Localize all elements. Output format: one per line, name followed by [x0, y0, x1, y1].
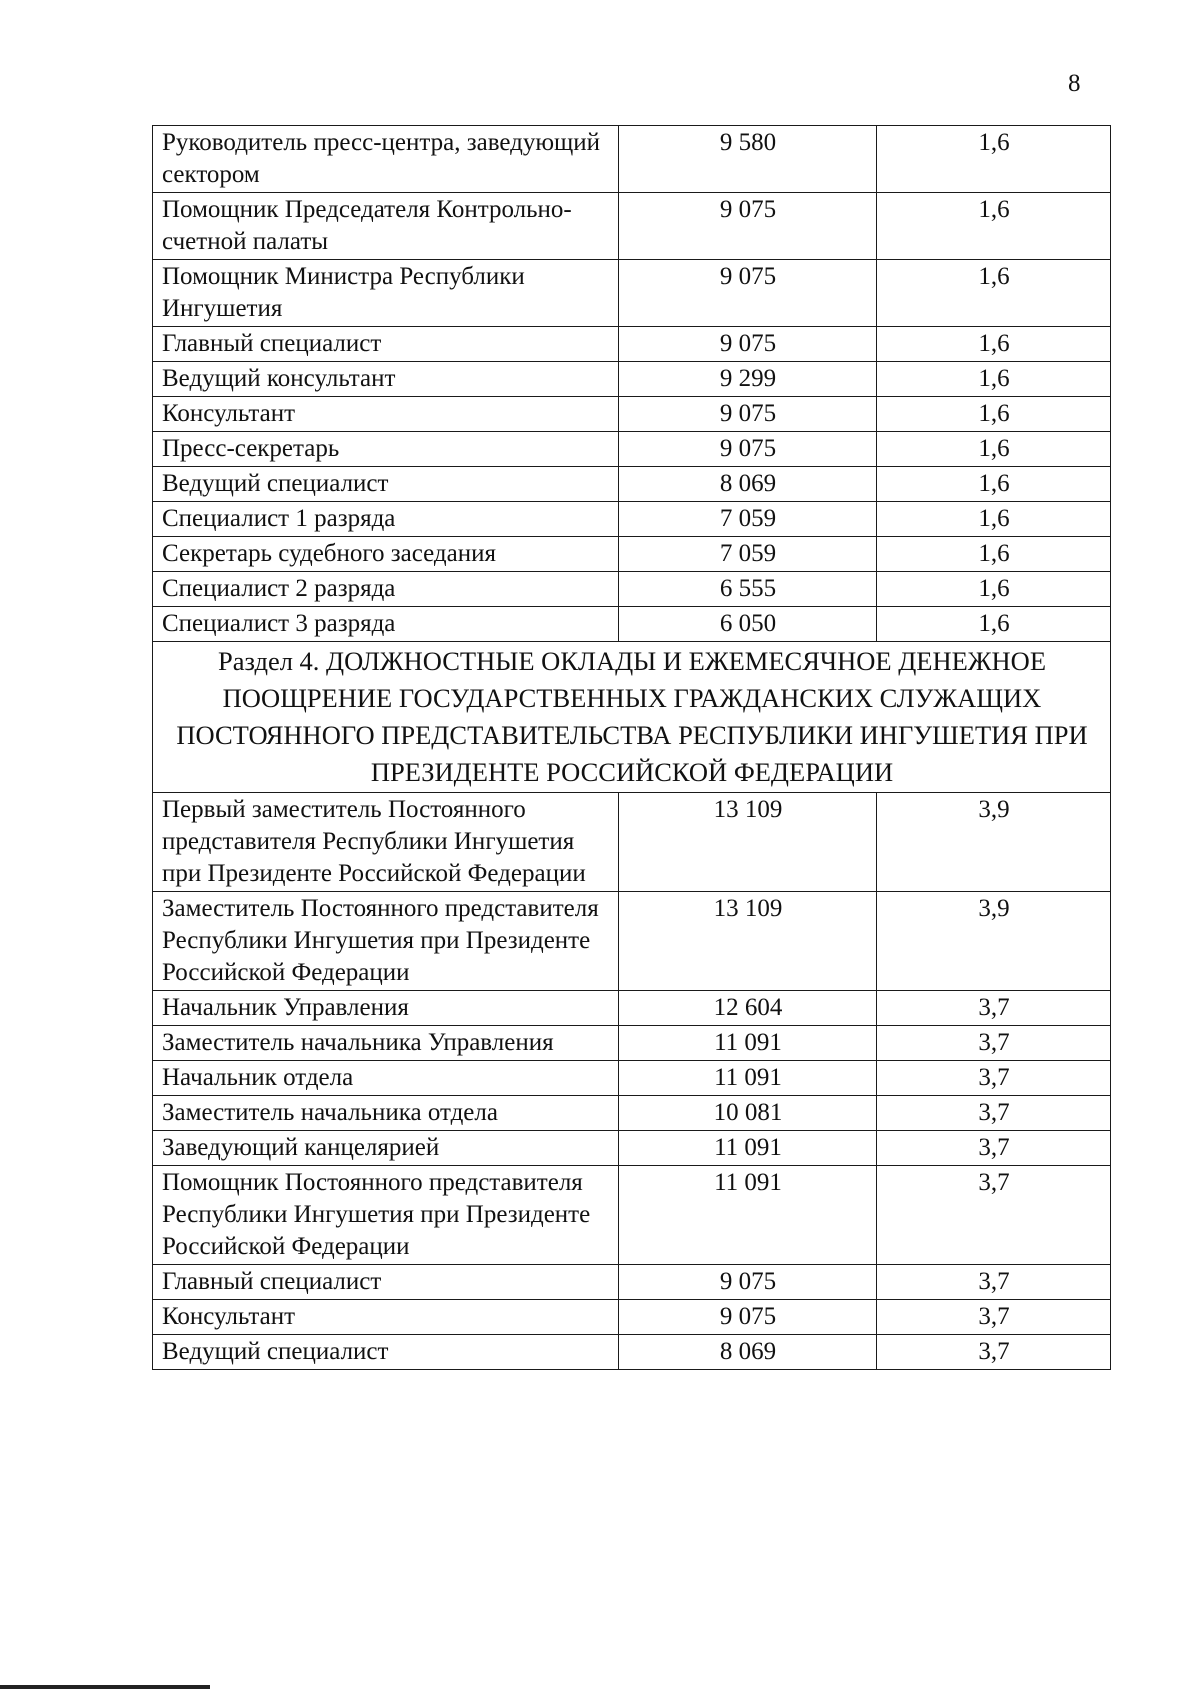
bonus-coefficient-cell: 1,6	[877, 607, 1111, 642]
bonus-coefficient-cell: 1,6	[877, 432, 1111, 467]
bonus-coefficient-cell: 1,6	[877, 397, 1111, 432]
position-title-cell: Пресс-секретарь	[153, 432, 619, 467]
salary-cell: 8 069	[619, 467, 877, 502]
salary-cell: 11 091	[619, 1131, 877, 1166]
position-title-cell: Помощник Министра Республики Ингушетия	[153, 260, 619, 327]
rows-bottom	[153, 793, 1111, 1370]
bonus-coefficient-cell: 1,6	[877, 126, 1111, 193]
salary-cell: 9 075	[619, 1300, 877, 1335]
table-row	[153, 193, 1111, 260]
bonus-coefficient-cell: 1,6	[877, 467, 1111, 502]
position-title-cell: Секретарь судебного заседания	[153, 537, 619, 572]
table-row	[153, 991, 1111, 1026]
position-title-cell: Заместитель Постоянного представителя Республики Ингушетия при Президенте Российской Федерации	[153, 892, 619, 991]
salary-cell: 9 075	[619, 397, 877, 432]
table-row	[153, 537, 1111, 572]
page-number: 8	[1068, 70, 1081, 97]
position-title-cell: Руководитель пресс-центра, заведующий сектором	[153, 126, 619, 193]
salary-cell: 9 075	[619, 327, 877, 362]
table-row	[153, 467, 1111, 502]
table-row	[153, 1166, 1111, 1265]
position-title-cell: Начальник Управления	[153, 991, 619, 1026]
bonus-coefficient-cell: 3,7	[877, 1265, 1111, 1300]
position-title-cell: Ведущий специалист	[153, 467, 619, 502]
table-row	[153, 397, 1111, 432]
bonus-coefficient-cell: 1,6	[877, 572, 1111, 607]
salary-cell: 13 109	[619, 892, 877, 991]
salary-cell: 11 091	[619, 1166, 877, 1265]
bonus-coefficient-cell: 3,7	[877, 1131, 1111, 1166]
table-row	[153, 1131, 1111, 1166]
table-row	[153, 607, 1111, 642]
table-row	[153, 572, 1111, 607]
salary-cell: 9 075	[619, 260, 877, 327]
salary-cell: 9 580	[619, 126, 877, 193]
bonus-coefficient-cell: 3,9	[877, 892, 1111, 991]
table-row	[153, 1096, 1111, 1131]
table-row	[153, 1300, 1111, 1335]
position-title-cell: Начальник отдела	[153, 1061, 619, 1096]
section-4	[153, 642, 1111, 793]
position-title-cell: Ведущий специалист	[153, 1335, 619, 1370]
salary-cell: 6 050	[619, 607, 877, 642]
table-row	[153, 892, 1111, 991]
bonus-coefficient-cell: 1,6	[877, 537, 1111, 572]
position-title-cell: Специалист 3 разряда	[153, 607, 619, 642]
position-title-cell: Ведущий консультант	[153, 362, 619, 397]
bonus-coefficient-cell: 3,7	[877, 1335, 1111, 1370]
table-row	[153, 126, 1111, 193]
salary-cell: 6 555	[619, 572, 877, 607]
bonus-coefficient-cell: 1,6	[877, 260, 1111, 327]
salary-cell: 8 069	[619, 1335, 877, 1370]
salary-cell: 9 075	[619, 432, 877, 467]
salary-cell: 11 091	[619, 1061, 877, 1096]
section-heading-row	[153, 642, 1111, 793]
bonus-coefficient-cell: 1,6	[877, 193, 1111, 260]
position-title-cell: Специалист 1 разряда	[153, 502, 619, 537]
bonus-coefficient-cell: 3,7	[877, 1061, 1111, 1096]
salary-cell: 10 081	[619, 1096, 877, 1131]
salary-cell: 7 059	[619, 537, 877, 572]
table-row	[153, 502, 1111, 537]
position-title-cell: Специалист 2 разряда	[153, 572, 619, 607]
position-title-cell: Заместитель начальника отдела	[153, 1096, 619, 1131]
scan-edge-line	[0, 1685, 210, 1689]
position-title-cell: Главный специалист	[153, 327, 619, 362]
bonus-coefficient-cell: 1,6	[877, 502, 1111, 537]
table-row	[153, 362, 1111, 397]
position-title-cell: Заведующий канцелярией	[153, 1131, 619, 1166]
bonus-coefficient-cell: 1,6	[877, 327, 1111, 362]
table-row	[153, 327, 1111, 362]
position-title-cell: Главный специалист	[153, 1265, 619, 1300]
table-row	[153, 260, 1111, 327]
position-title-cell: Первый заместитель Постоянного представителя Республики Ингушетия при Президенте Российской Федерации	[153, 793, 619, 892]
bonus-coefficient-cell: 3,7	[877, 1096, 1111, 1131]
position-title-cell: Консультант	[153, 397, 619, 432]
bonus-coefficient-cell: 3,7	[877, 1026, 1111, 1061]
position-title-cell: Помощник Председателя Контрольно-счетной палаты	[153, 193, 619, 260]
position-title-cell: Консультант	[153, 1300, 619, 1335]
salary-cell: 13 109	[619, 793, 877, 892]
position-title-cell: Заместитель начальника Управления	[153, 1026, 619, 1061]
salary-cell: 9 075	[619, 1265, 877, 1300]
bonus-coefficient-cell: 3,7	[877, 991, 1111, 1026]
table-row	[153, 1265, 1111, 1300]
bonus-coefficient-cell: 3,7	[877, 1300, 1111, 1335]
salary-cell: 9 075	[619, 193, 877, 260]
bonus-coefficient-cell: 1,6	[877, 362, 1111, 397]
salary-cell: 7 059	[619, 502, 877, 537]
table-row	[153, 432, 1111, 467]
bonus-coefficient-cell: 3,9	[877, 793, 1111, 892]
salary-cell: 9 299	[619, 362, 877, 397]
salary-cell: 12 604	[619, 991, 877, 1026]
position-title-cell: Помощник Постоянного представителя Республики Ингушетия при Президенте Российской Федерации	[153, 1166, 619, 1265]
rows-top	[153, 126, 1111, 642]
table-row	[153, 1061, 1111, 1096]
table-row	[153, 1335, 1111, 1370]
salary-cell: 11 091	[619, 1026, 877, 1061]
section-heading: Раздел 4. ДОЛЖНОСТНЫЕ ОКЛАДЫ И ЕЖЕМЕСЯЧНОЕ ДЕНЕЖНОЕ ПООЩРЕНИЕ ГОСУДАРСТВЕННЫХ ГРАЖДАНСКИХ СЛУЖАЩИХ ПОСТОЯННОГО ПРЕДСТАВИТЕЛЬСТВА РЕСПУБЛИКИ ИНГУШЕТИЯ ПРИ ПРЕЗИДЕНТЕ РОССИЙСКОЙ ФЕДЕРАЦИИ	[153, 642, 1111, 793]
table-row	[153, 1026, 1111, 1061]
table-row	[153, 793, 1111, 892]
salary-table	[152, 125, 1111, 1370]
bonus-coefficient-cell: 3,7	[877, 1166, 1111, 1265]
